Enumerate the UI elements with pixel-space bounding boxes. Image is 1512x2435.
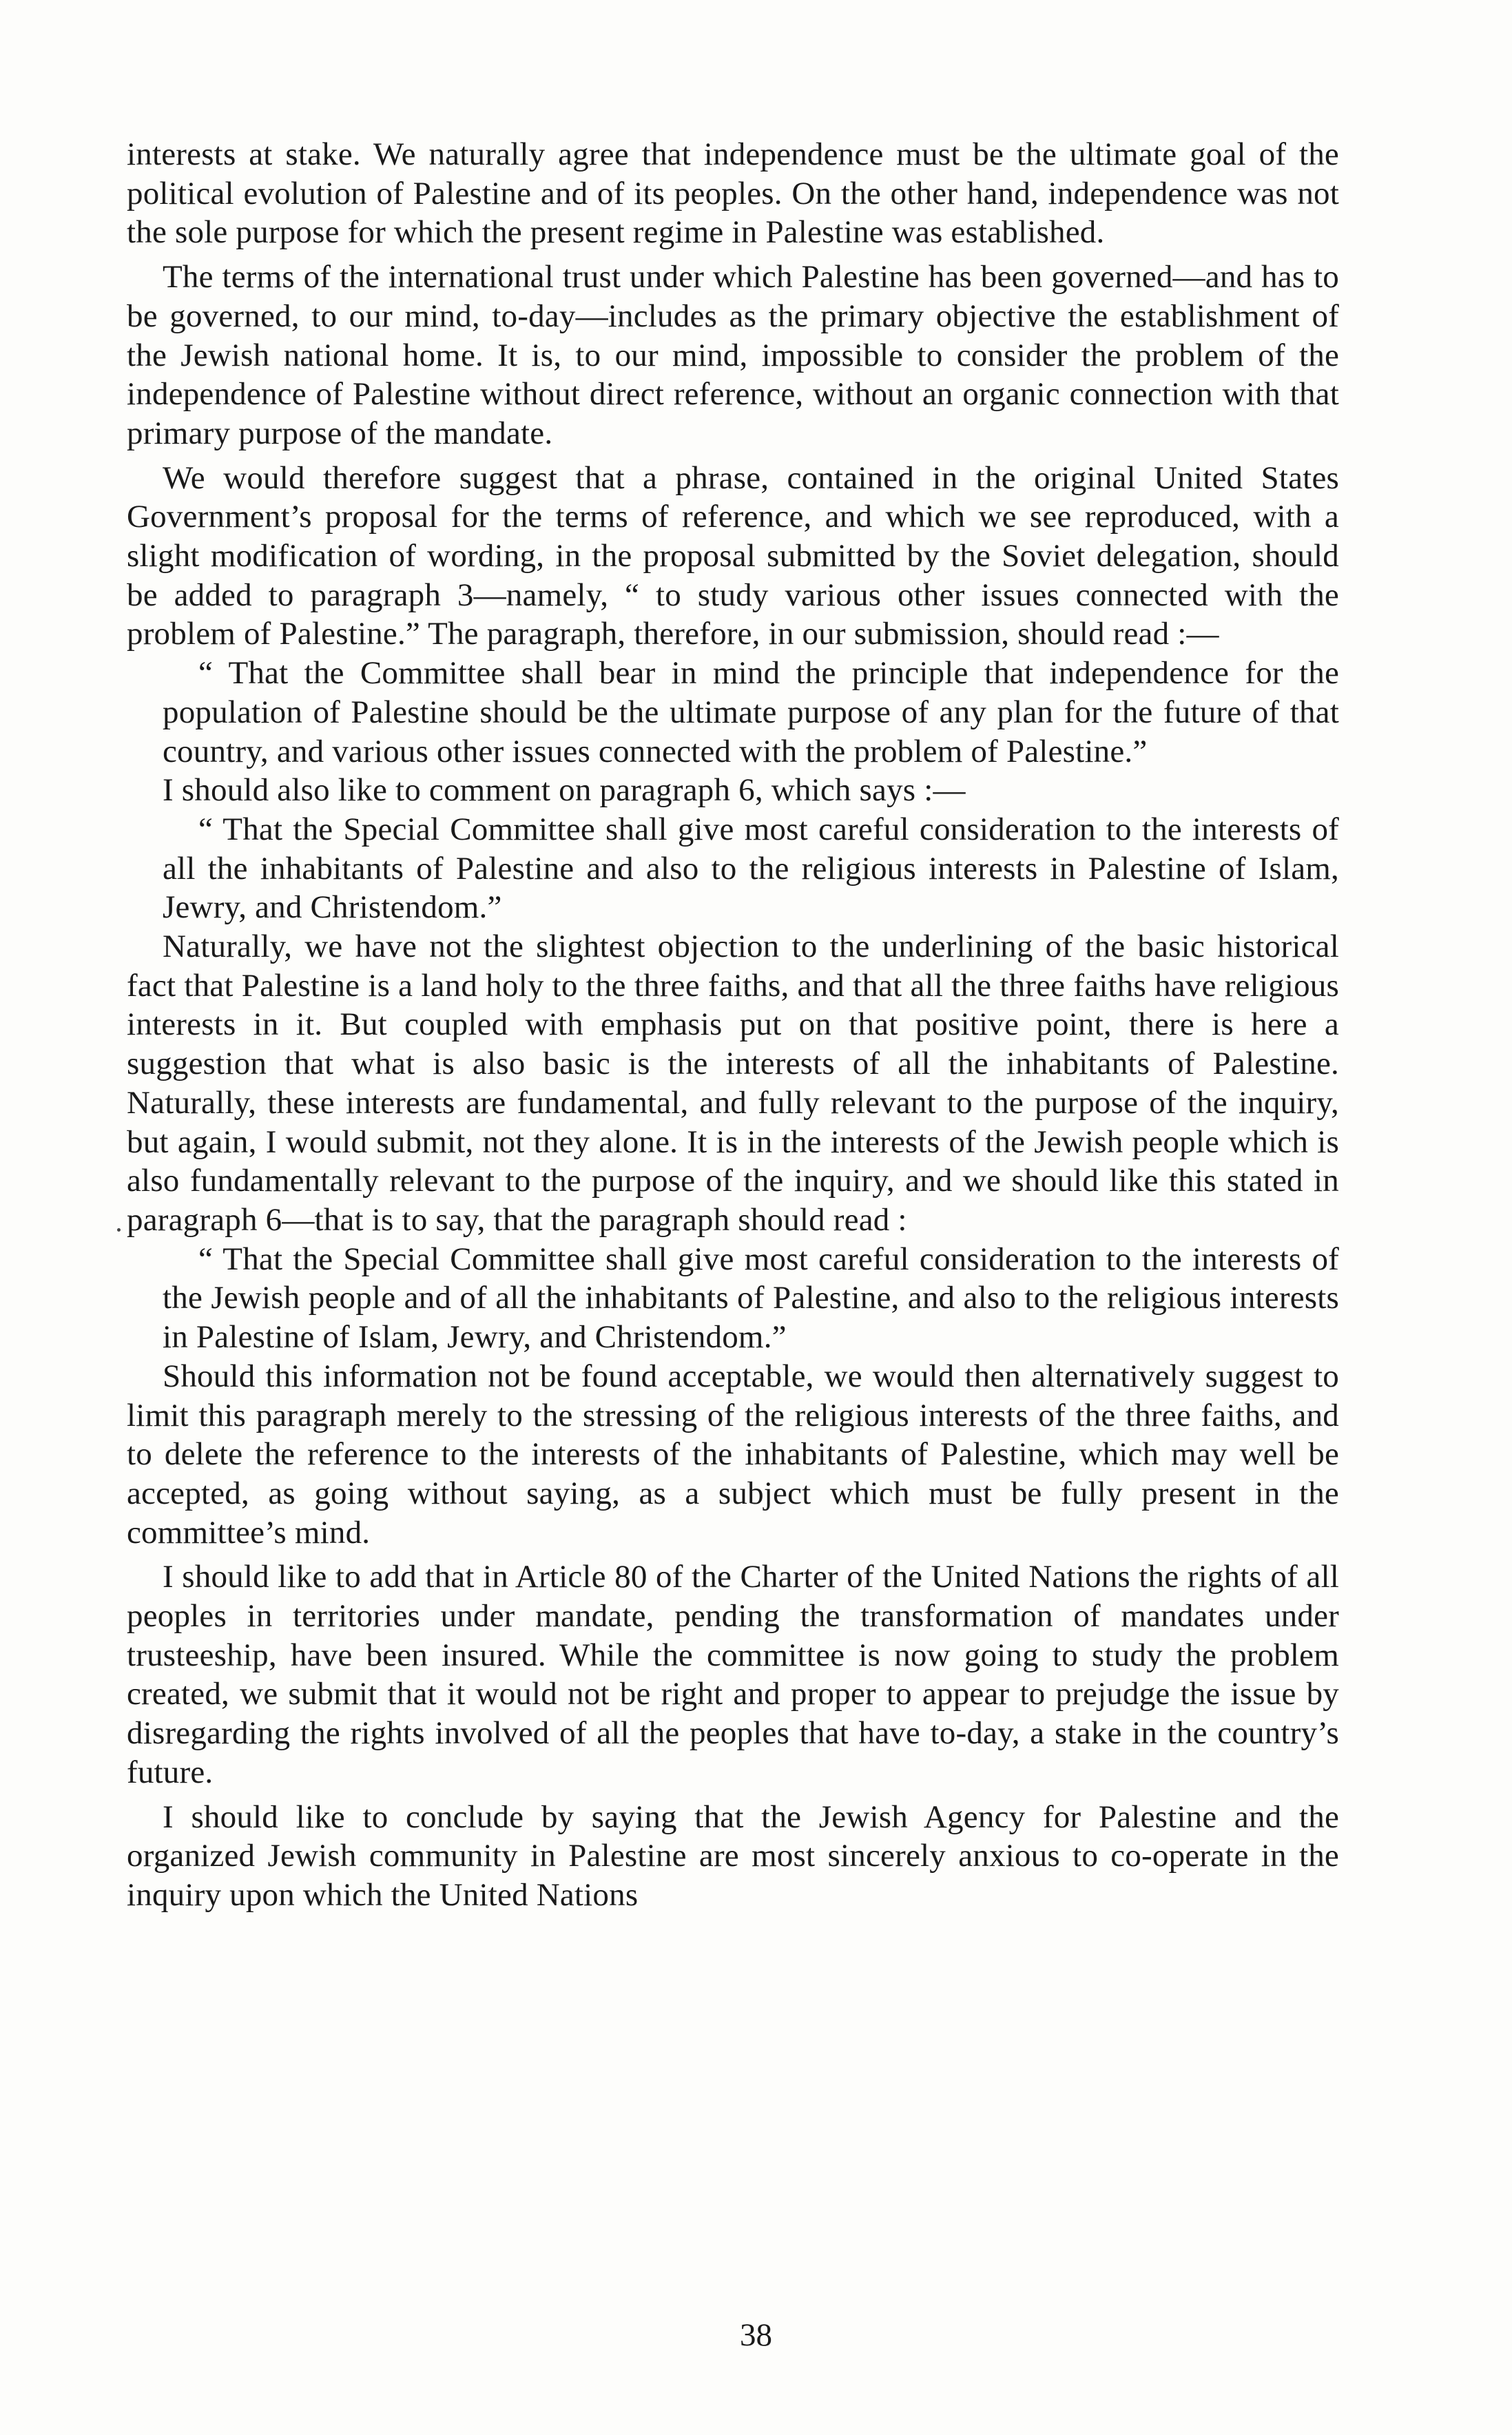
quote-paragraph-3: “ That the Committee shall bear in mind the principle that independence for the population of Palestine should be the ultimate purpose of any plan for the future of that country, and various other issues connected with the problem of Palestine.” [163, 655, 1339, 769]
paragraph-conclusion: I should like to conclude by saying that the Jewish Agency for Palestine and the organized Jewish community in Palestine are most sincerely anxious to co-operate in the inquiry upon which the United Nations [127, 1799, 1339, 1913]
paragraph-international-trust: The terms of the international trust under which Palestine has been governed—and has to be governed, to our mind, to-day—includes as the primary objective the establishment of the Jewish national home. It is, to our mind, impossible to consider the problem of the independence of Palestine without direct reference, without an organic connection with that primary purpose of the mandate. [127, 259, 1339, 451]
paragraph-naturally: Naturally, we have not the slightest objection to the underlining of the basic historical fact that Palestine is a land holy to the three faiths, and that all the three faiths have religious interests in it. But coupled with emphasis put on that positive point, there is here a suggestion that what is also basic is the interests of all the inhabitants of Palestine. Naturally, these interests are fundamental, and fully relevant to the purpose of the inquiry, but again, I would submit, not they alone. It is in the interests of the Jewish people which is also fundamentally relevant to the purpose of the inquiry, and we should like this stated in paragraph 6—that is to say, that the paragraph should read : [127, 929, 1339, 1238]
paragraph-alternative: Should this information not be found acceptable, we would then alternatively suggest to limit this paragraph merely to the stressing of the religious interests of the three faiths, and to delete the reference to the interests of the inhabitants of Palestine, which may well be accepted, as going without saying, as a subject which must be fully present in the committee’s mind. [127, 1358, 1339, 1551]
paragraph-article-80: I should like to add that in Article 80 of the Charter of the United Nations the rights of all peoples in territories under mandate, pending the transformation of mandates under trusteeship, have been insured. While the committee is now going to study the problem created, we submit that it would not be right and proper to appear to prejudge the issue by disregarding the rights involved of all the peoples that have to-day, a stake in the country’s future. [127, 1559, 1339, 1790]
quote-paragraph-6-proposed: “ That the Special Committee shall give most careful consideration to the interests of the Jewish people and of all the inhabitants of Palestine, and also to the religious interests in Palestine of Islam, Jewry, and Christendom.” [163, 1241, 1339, 1356]
stray-ink-mark [117, 1228, 121, 1232]
quote-paragraph-6-original: “ That the Special Committee shall give most careful consideration to the interests of all the inhabitants of Palestine and also to the religious interests in Palestine of Islam, Jewry, and Christendom.” [163, 811, 1339, 926]
paragraph-suggest-phrase: We would therefore suggest that a phrase, contained in the original United States Government’s proposal for the terms of reference, and which we see reproduced, with a slight modification of wording, in the proposal submitted by the Soviet delegation, should be added to paragraph 3—namely, “ to study various other issues connected with the problem of Palestine.” The paragraph, therefore, in our submission, should read :— [127, 459, 1339, 652]
body-text [127, 135, 1339, 1915]
paragraph-continuation: interests at stake. We naturally agree that independence must be the ultimate goal of the political evolution of Palestine and of its peoples. On the other hand, independence was not the sole purpose for which the present regime in Palestine was established. [127, 136, 1339, 251]
paragraph-comment-paragraph-6: I should also like to comment on paragraph 6, which says :— [163, 772, 966, 809]
page-number: 38 [740, 2317, 772, 2353]
